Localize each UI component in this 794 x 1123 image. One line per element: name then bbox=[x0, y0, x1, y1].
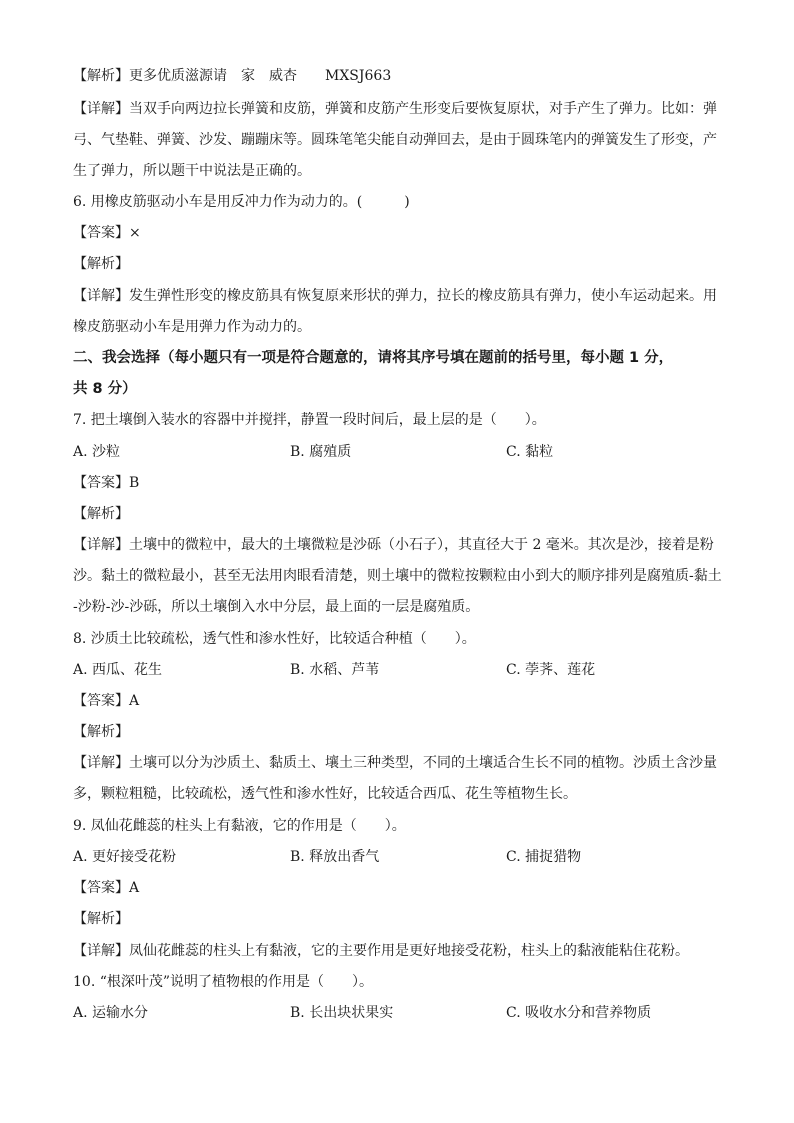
question-6: 6. 用橡皮筋驱动小车是用反冲力作为动力的。( ) bbox=[73, 194, 410, 210]
explanation-line: 【详解】土壤中的微粒中，最大的土壤微粒是沙砾（小石子），其直径大于 2 毫米。其次是沙，接着是粉 bbox=[73, 537, 714, 553]
section-heading: 共 8 分） bbox=[73, 381, 137, 397]
analysis-line: 【解析】 bbox=[73, 911, 129, 927]
explanation-line: -沙粉-沙-沙砾，所以土壤倒入水中分层，最上面的一层是腐殖质。 bbox=[73, 599, 480, 615]
explanation-line: 生了弹力，所以题干中说法是正确的。 bbox=[73, 163, 311, 179]
option-c: C. 荸荠、莲花 bbox=[506, 662, 596, 678]
analysis-line: 【解析】 bbox=[73, 506, 129, 522]
explanation-line: 【详解】凤仙花雌蕊的柱头上有黏液，它的主要作用是更好地接受花粉，柱头上的黏液能粘住花粉。 bbox=[73, 943, 689, 959]
question-8: 8. 沙质土比较疏松，透气性和渗水性好，比较适合种植（ ）。 bbox=[73, 631, 476, 647]
option-a: A. 沙粒 bbox=[73, 444, 121, 460]
explanation-line: 沙。黏土的微粒最小，甚至无法用肉眼看清楚，则土壤中的微粒按颗粒由小到大的顺序排列是腐殖质-黏土 bbox=[73, 568, 722, 584]
analysis-line: 【解析】 bbox=[73, 256, 129, 272]
option-c: C. 黏粒 bbox=[506, 444, 554, 460]
option-b: B. 释放出香气 bbox=[290, 849, 380, 865]
answer-line: 【答案】× bbox=[73, 225, 141, 241]
option-b: B. 腐殖质 bbox=[290, 444, 352, 460]
answer-line: 【答案】B bbox=[73, 475, 140, 491]
explanation-line: 【详解】土壤可以分为沙质土、黏质土、壤土三种类型，不同的土壤适合生长不同的植物。沙质土含沙量 bbox=[73, 755, 717, 771]
section-heading: 二、我会选择（每小题只有一项是符合题意的，请将其序号填在题前的括号里，每小题 1 分， bbox=[73, 350, 674, 366]
explanation-line: 【详解】当双手向两边拉长弹簧和皮筋，弹簧和皮筋产生形变后要恢复原状，对手产生了弹力。比如：弹 bbox=[73, 101, 717, 117]
option-a: A. 运输水分 bbox=[73, 1005, 149, 1021]
explanation-line: 【详解】发生弹性形变的橡皮筋具有恢复原来形状的弹力，拉长的橡皮筋具有弹力，使小车运动起来。用 bbox=[73, 288, 717, 304]
option-b: B. 水稻、芦苇 bbox=[290, 662, 380, 678]
option-a: A. 更好接受花粉 bbox=[73, 849, 177, 865]
question-7: 7. 把土壤倒入装水的容器中并搅拌，静置一段时间后，最上层的是（ ）。 bbox=[73, 412, 546, 428]
option-c: C. 捕捉猎物 bbox=[506, 849, 582, 865]
question-9: 9. 凤仙花雌蕊的柱头上有黏液，它的作用是（ ）。 bbox=[73, 818, 406, 834]
question-10: 10. “根深叶茂”说明了植物根的作用是（ ）。 bbox=[73, 974, 374, 990]
explanation-line: 多，颗粒粗糙，比较疏松，透气性和渗水性好，比较适合西瓜、花生等植物生长。 bbox=[73, 786, 577, 802]
option-b: B. 长出块状果实 bbox=[290, 1005, 394, 1021]
analysis-line: 【解析】 bbox=[73, 724, 129, 740]
answer-line: 【答案】A bbox=[73, 880, 140, 896]
analysis-line: 【解析】更多优质滋源请 家 威杏 MXSJ663 bbox=[73, 68, 392, 84]
answer-line: 【答案】A bbox=[73, 693, 140, 709]
explanation-line: 橡皮筋驱动小车是用弹力作为动力的。 bbox=[73, 319, 311, 335]
explanation-line: 弓、气垫鞋、弹簧、沙发、蹦蹦床等。圆珠笔笔尖能自动弹回去，是由于圆珠笔内的弹簧发生了形变，产 bbox=[73, 132, 717, 148]
option-c: C. 吸收水分和营养物质 bbox=[506, 1005, 652, 1021]
option-a: A. 西瓜、花生 bbox=[73, 662, 163, 678]
